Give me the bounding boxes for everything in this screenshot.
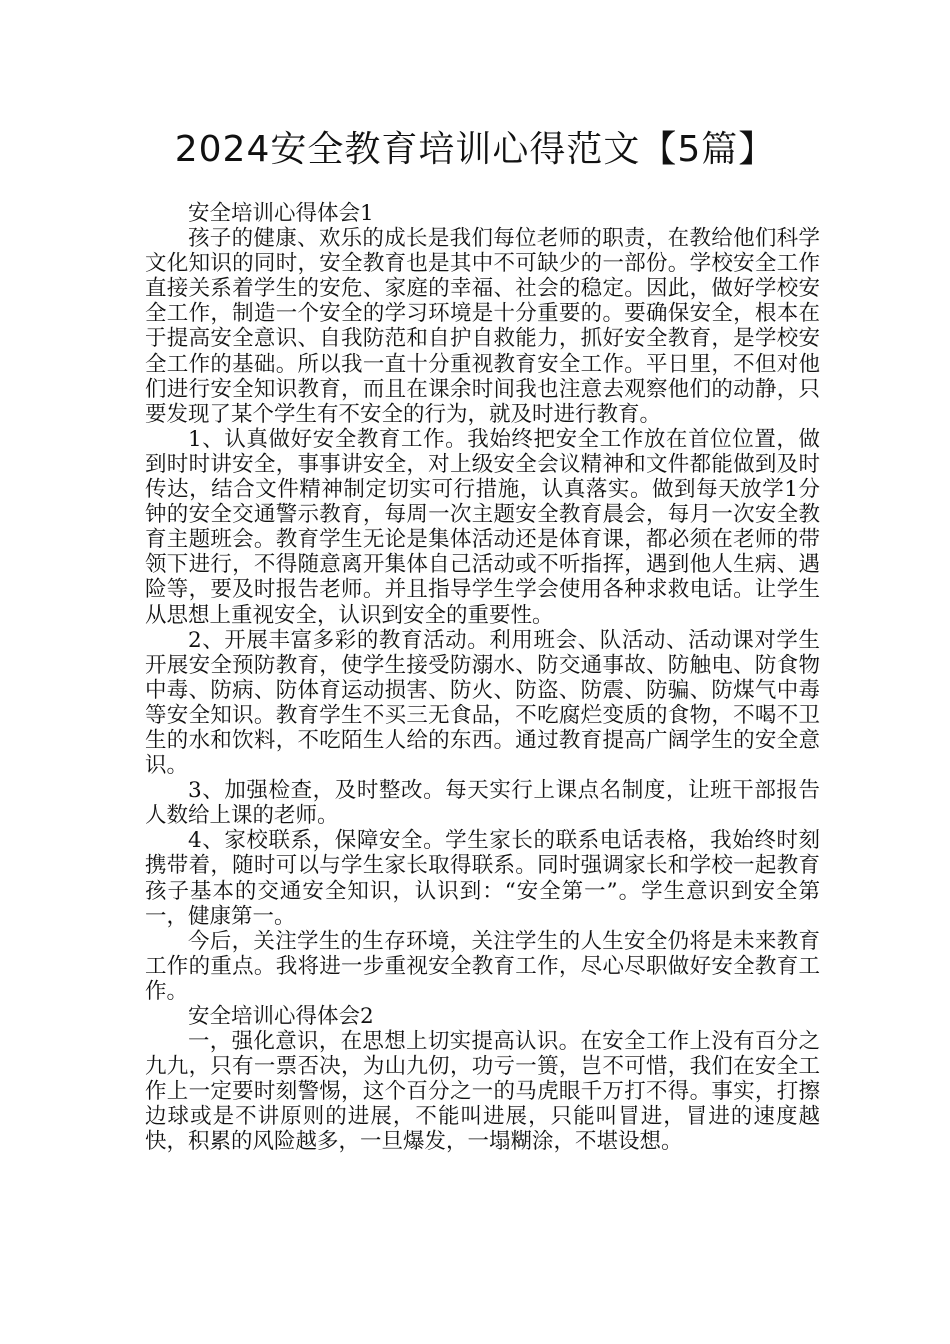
section-heading: 安全培训心得体会2	[188, 1004, 374, 1029]
section-heading: 安全培训心得体会1	[188, 201, 374, 226]
paragraph: 一，强化意识，在思想上切实提高认识。在安全工作上没有百分之九九，只有一票否决，为山九仞，功亏一篑，岂不可惜，我们在安全工作上一定要时刻警惕，这个百分之一的马虎眼千万打不得。事实，打擦边球或是不讲原则的进展，不能叫进展，只能叫冒进，冒进的速度越快，积累的风险越多，一旦爆发，一塌糊涂，不堪设想。	[145, 1029, 820, 1155]
paragraph: 2、开展丰富多彩的教育活动。利用班会、队活动、活动课对学生开展安全预防教育，使学生接受防溺水、防交通事故、防触电、防食物中毒、防病、防体育运动损害、防火、防盗、防震、防骗、防煤气中毒等安全知识。教育学生不买三无食品，不吃腐烂变质的食物，不喝不卫生的水和饮料，不吃陌生人给的东西。通过教育提高广阔学生的安全意识。	[145, 627, 820, 779]
paragraph: 1、认真做好安全教育工作。我始终把安全工作放在首位位置，做到时时讲安全，事事讲安全，对上级安全会议精神和文件都能做到及时传达，结合文件精神制定切实可行措施，认真落实。做到每天放学1分钟的安全交通警示教育，每周一次主题安全教育晨会，每月一次安全教育主题班会。教育学生无论是集体活动还是体育课，都必须在老师的带领下进行，不得随意离开集体自己活动或不听指挥，遇到他人生病、遇险等，要及时报告老师。并且指导学生学会使用各种求救电话。让学生从思想上重视安全，认识到安全的重要性。	[145, 426, 820, 628]
document-body	[145, 201, 820, 1155]
paragraph: 孩子的健康、欢乐的成长是我们每位老师的职责，在教给他们科学文化知识的同时，安全教育也是其中不可缺少的一部份。学校安全工作直接关系着学生的安危、家庭的幸福、社会的稳定。因此，做好学校安全工作，制造一个安全的学习环境是十分重要的。要确保安全，根本在于提高安全意识、自我防范和自护自救能力，抓好安全教育，是学校安全工作的基础。所以我一直十分重视教育安全工作。平日里，不但对他们进行安全知识教育，而且在课余时间我也注意去观察他们的动静，只要发现了某个学生有不安全的行为，就及时进行教育。	[145, 226, 820, 427]
paragraph: 4、家校联系，保障安全。学生家长的联系电话表格，我始终时刻携带着，随时可以与学生家长取得联系。同时强调家长和学校一起教育孩子基本的交通安全知识，认识到：“安全第一”。学生意识到安全第一，健康第一。	[145, 828, 820, 929]
paragraph: 3、加强检查，及时整改。每天实行上课点名制度，让班干部报告人数给上课的老师。	[145, 778, 820, 829]
document-title: 2024安全教育培训心得范文【5篇】	[174, 129, 776, 170]
paragraph: 今后，关注学生的生存环境，关注学生的人生安全仍将是未来教育工作的重点。我将进一步重视安全教育工作，尽心尽职做好安全教育工作。	[145, 928, 820, 1004]
